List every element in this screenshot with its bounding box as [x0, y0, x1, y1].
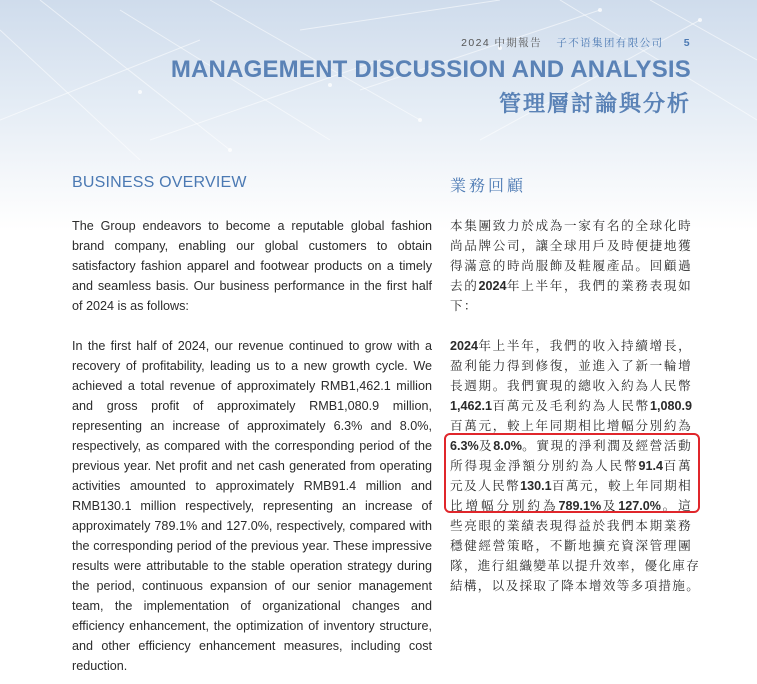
- chinese-column-paragraph-1: [450, 216, 692, 316]
- english-column-paragraph-1: [72, 216, 432, 316]
- page-title-en: MANAGEMENT DISCUSSION AND ANALYSIS: [170, 56, 691, 83]
- text-line: 2024年上半年，我們的收入持續增長，: [450, 339, 692, 353]
- text-line: 長週期。我們實現的總收入約為人民幣: [450, 379, 692, 393]
- text-line: 6.3%及8.0%。實現的淨利潤及經營活動: [450, 439, 692, 453]
- text-line: 結構，以及採取了降本增效等多項措施。: [450, 579, 701, 593]
- page-number: 5: [683, 37, 691, 49]
- text-line: 元及人民幣130.1百萬元，較上年同期相: [450, 479, 693, 493]
- text-line: 些亮眼的業績表現得益於我們本期業務: [450, 519, 692, 533]
- company-name: 子不语集团有限公司: [556, 37, 664, 49]
- text-line: 尚品牌公司，讓全球用戶及時便捷地獲: [450, 239, 692, 253]
- text-line: 穩健經營策略，不斷地擴充資深管理團: [450, 539, 692, 553]
- paragraph-text: The Group endeavors to become a reputable global fashion brand company, enabling our global customers to obtain satisfactory fashion apparel and footwear products on a timely and seamless basis. Our business performance in the first half of 2024 is as follows:: [72, 219, 432, 313]
- section-heading-en: BUSINESS OVERVIEW: [72, 174, 247, 191]
- text-line: 下：: [450, 299, 478, 313]
- report-title: 2024 中期報告: [461, 37, 542, 49]
- text-line: 本集團致力於成為一家有名的全球化時: [450, 219, 692, 233]
- text-line: 1,462.1百萬元及毛利約為人民幣1,080.9: [450, 399, 692, 413]
- text-line: 得滿意的時尚服飾及鞋履產品。回顧過: [450, 259, 692, 273]
- paragraph-text: In the first half of 2024, our revenue continued to grow with a recovery of profitability, leading us to a new growth cycle. We achieved a total revenue of approximately RMB1,462.1 million and gross profit of approximately RMB1,080.9 million, representing an increase of approximately 6.3% and 8.0%, respectively, as compared with the corresponding period of the previous year. Net profit and net cash generated from operating activities amounted to approximately RMB91.4 million and RMB130.1 million respectively, representing an increase of approximately 789.1% and 127.0%, respectively, compared with the corresponding period of the previous year. These impressive results were attributable to the stable operation strategy during the period, continuous expansion of our senior management team, the implementation of organizational changes and efficiency enhancement, the optimization of inventory structure, and other efficiency enhancement measures, including cost reduction.: [72, 339, 432, 673]
- english-column-paragraph-2: [72, 336, 432, 676]
- text-line: 所得現金淨額分別約為人民幣91.4百萬: [450, 459, 692, 473]
- running-header: [461, 35, 691, 50]
- text-line: 比增幅分別約為789.1%及127.0%。這: [450, 499, 692, 513]
- text-line: 百萬元，較上年同期相比增幅分別約為: [450, 419, 692, 433]
- text-line: 盈利能力得到修復，並進入了新一輪增: [450, 359, 692, 373]
- text-line: 隊，進行組織變革以提升效率，優化庫存: [450, 559, 701, 573]
- section-heading-zh: 業務回顧: [450, 178, 527, 195]
- text-line: 去的2024年上半年，我們的業務表現如: [450, 279, 692, 293]
- chinese-column-paragraph-2: [450, 336, 701, 596]
- page-title-zh: 管理層討論與分析: [498, 91, 691, 116]
